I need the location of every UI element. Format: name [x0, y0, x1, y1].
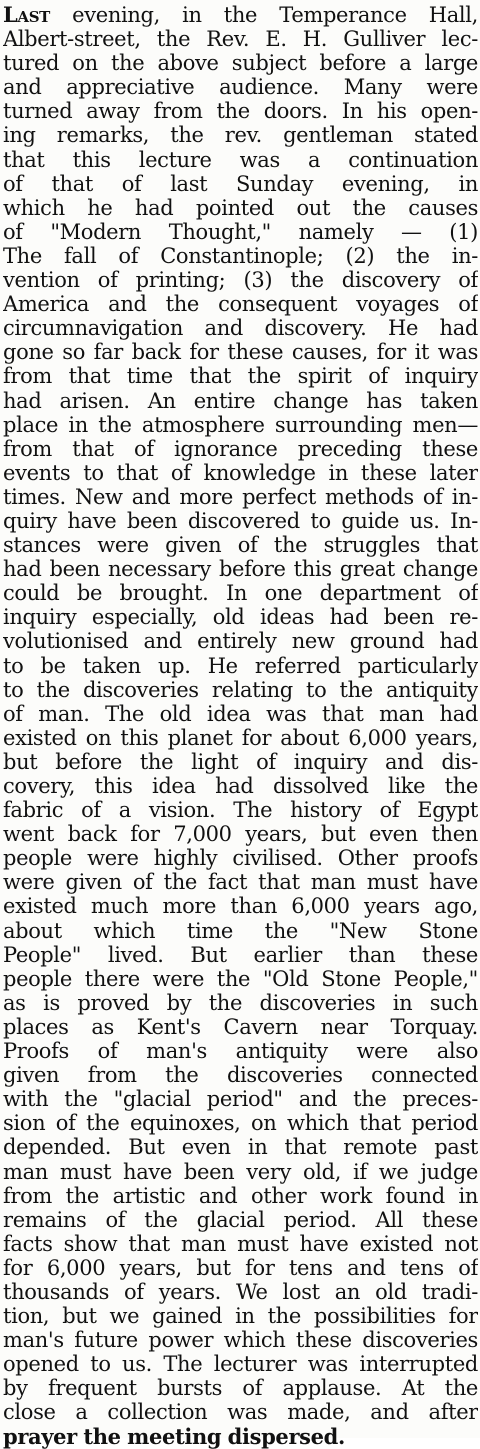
article-line: existed on this planet for about 6,000 years,: [3, 725, 478, 750]
article-line: had arisen. An entire change has taken: [3, 388, 478, 413]
article-line: volutionised and entirely new ground had: [3, 629, 478, 654]
article-line: to be taken up. He referred particularly: [3, 653, 478, 678]
article-line: for 6,000 years, but for tens and tens of: [3, 1255, 478, 1280]
article-line: that this lecture was a continuation: [3, 147, 478, 172]
article-line: Proofs of man's antiquity were also: [3, 1039, 478, 1064]
article-line: stances were given of the struggles that: [3, 533, 478, 558]
article-line: were given of the fact that man must have: [3, 870, 478, 895]
article-line: went back for 7,000 years, but even then: [3, 822, 478, 847]
article-line: vention of printing; (3) the discovery of: [3, 268, 478, 293]
article-line: from the artistic and other work found in: [3, 1183, 478, 1208]
article-line: places as Kent's Cavern near Torquay.: [3, 1014, 478, 1039]
article-line: People" lived. But earlier than these: [3, 942, 478, 967]
article-line: ing remarks, the rev. gentleman stated: [3, 123, 478, 148]
article-line: man's future power which these discoveries: [3, 1328, 478, 1353]
article-line: facts show that man must have existed not: [3, 1231, 478, 1256]
article-line: thousands of years. We lost an old tradi-: [3, 1279, 478, 1304]
article-line: of man. The old idea was that man had: [3, 701, 478, 726]
article-line: times. New and more perfect methods of in-: [3, 484, 478, 509]
article-line: had been necessary before this great change: [3, 557, 478, 582]
article-line: turned away from the doors. In his open-: [3, 99, 478, 124]
article-line: which he had pointed out the causes: [3, 195, 478, 220]
article-line: to the discoveries relating to the antiquity: [3, 677, 478, 702]
article-line: depended. But even in that remote past: [3, 1135, 478, 1160]
article-line: but before the light of inquiry and dis-: [3, 749, 478, 774]
article-line: opened to us. The lecturer was interrupted: [3, 1352, 478, 1377]
article-line: could be brought. In one department of: [3, 581, 478, 606]
article-line: sion of the equinoxes, on which that period: [3, 1111, 478, 1136]
article-line: place in the atmosphere surrounding men—: [3, 412, 478, 437]
article-body: [3, 3, 478, 1449]
article-line: from that of ignorance preceding these: [3, 436, 478, 461]
article-line: existed much more than 6,000 years ago,: [3, 894, 478, 919]
article-line: Albert-street, the Rev. E. H. Gulliver lec-: [3, 27, 478, 52]
article-line: events to that of knowledge in these later: [3, 460, 478, 485]
article-line: people there were the "Old Stone People,": [3, 966, 478, 991]
article-line: of "Modern Thought," namely — (1): [3, 219, 478, 244]
article-line: prayer the meeting dispersed.: [3, 1424, 345, 1449]
article-line: tured on the above subject before a large: [3, 51, 478, 76]
article-line: tion, but we gained in the possibilities for: [3, 1304, 478, 1329]
article-line: given from the discoveries connected: [3, 1063, 478, 1088]
article-line: circumnavigation and discovery. He had: [3, 316, 478, 341]
article-line: inquiry especially, old ideas had been re-: [3, 605, 478, 630]
article-line: fabric of a vision. The history of Egypt: [3, 798, 478, 823]
article-line: quiry have been discovered to guide us. In-: [3, 508, 478, 533]
article-line: and appreciative audience. Many were: [3, 75, 478, 100]
article-line: man must have been very old, if we judge: [3, 1159, 478, 1184]
article-line: people were highly civilised. Other proofs: [3, 846, 478, 871]
article-line: The fall of Constantinople; (2) the in-: [3, 243, 478, 268]
article-line: covery, this idea had dissolved like the: [3, 774, 478, 798]
article-line: of that of last Sunday evening, in: [3, 171, 478, 196]
article-line: from that time that the spirit of inquiry: [3, 364, 478, 389]
lead-word: Last: [3, 3, 50, 27]
article-line: as is proved by the discoveries in such: [3, 990, 478, 1015]
article-line: by frequent bursts of applause. At the: [3, 1376, 478, 1401]
article-line: about which time the "New Stone: [3, 918, 478, 943]
article-line: gone so far back for these causes, for it was: [3, 340, 478, 365]
article-line: America and the consequent voyages of: [3, 292, 478, 317]
article-line: close a collection was made, and after: [3, 1400, 478, 1425]
article-line: remains of the glacial period. All these: [3, 1207, 478, 1232]
article-line: Last evening, in the Temperance Hall,: [3, 3, 478, 27]
article-line: with the "glacial period" and the preces-: [3, 1087, 478, 1112]
